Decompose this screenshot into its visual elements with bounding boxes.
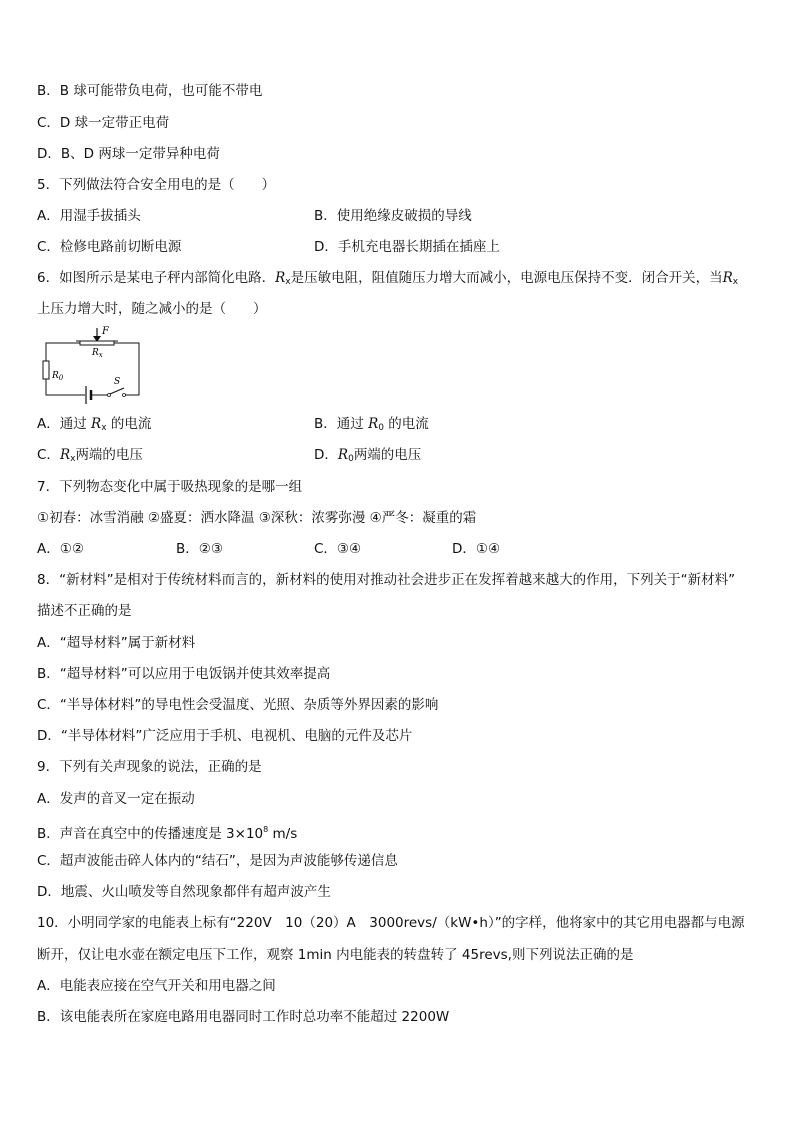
q4-option-c: C．D 球一定带正电荷 [37,115,170,131]
q8-question-line1: 8．“新材料”是相对于传统材料而言的，新材料的使用对推动社会进步正在发挥着越来越大的作用，下列关于“新材料” [37,572,736,588]
rx-subscript: x [285,277,291,287]
q6-question-line2: 上压力增大时，随之减小的是（ ） [37,301,267,317]
switch-lever [110,388,124,394]
q4-option-d: D．B、D 两球一定带异种电荷 [37,146,220,162]
wire-top [46,343,80,370]
r0-resistor [43,361,49,379]
switch-contact [123,394,126,397]
q6-question-line1 [37,268,738,292]
wire-top-right [114,343,139,395]
q8-option-a: A．“超导材料”属于新材料 [37,635,196,651]
q9-option-d: D．地震、火山喷发等自然现象都伴有超声波产生 [37,884,331,900]
q8-option-d: D．“半导体材料”广泛应用于手机、电视机、电脑的元件及芯片 [37,728,413,744]
rx-resistor [80,341,114,345]
switch-label: S [114,377,121,387]
q9-option-c: C．超声波能击碎人体内的“结石”，是因为声波能够传递信息 [37,853,398,869]
r0-label: $R_0$ [52,371,64,382]
q7-option-c: C．③④ [314,541,362,557]
rx-symbol: R [275,270,286,286]
circuit-diagram [38,325,148,405]
q5-option-d: D．手机充电器长期插在插座上 [314,239,500,255]
q7-option-b: B．②③ [176,541,223,557]
q8-option-c: C．“半导体材料”的导电性会受温度、光照、杂质等外界因素的影响 [37,697,439,713]
q7-option-d: D．①④ [452,541,501,557]
q6-option-a: A．通过 $R_x$ 的电流 [37,416,152,433]
rx-subscript: x [732,277,739,287]
rx-label: $R_x$ [92,348,103,359]
q6-option-b: B．通过 $R_0$ 的电流 [314,416,429,433]
q8-option-b: B．“超导材料”可以应用于电饭锅并使其效率提高 [37,666,331,682]
q8-question-line2: 描述不正确的是 [37,603,132,619]
q4-option-b: B．B 球可能带负电荷，也可能不带电 [37,83,263,99]
q5-option-c: C．检修电路前切断电源 [37,239,182,255]
q9-question: 9．下列有关声现象的说法，正确的是 [37,759,262,775]
q7-option-a: A．①② [37,541,84,557]
q7-statements: ①初春：冰雪消融 ②盛夏：洒水降温 ③深秋：浓雾弥漫 ④严冬：凝重的霜 [37,510,477,526]
q9-option-a: A．发声的音叉一定在振动 [37,791,195,807]
q10-option-b: B．该电能表所在家庭电路用电器同时工作时总功率不能超过 2200W [37,1009,450,1025]
q6-option-c: C．$R_x$两端的电压 [37,447,143,464]
q6-option-d: D．$R_0$两端的电压 [314,447,422,464]
wire-left-bottom [46,379,85,395]
q5-option-a: A．用湿手拔插头 [37,208,141,224]
q7-question: 7．下列物态变化中属于吸热现象的是哪一组 [37,479,303,495]
force-label: F [102,326,109,337]
q6-text-pre: 6．如图所示是某电子秤内部简化电路． [37,270,276,286]
rx-symbol: R [722,270,733,286]
q9-option-b: B．声音在真空中的传播速度是 $3\times 10^8$ m/s [37,825,298,842]
q5-option-b: B．使用绝缘皮破损的导线 [314,208,472,224]
q5-question: 5．下列做法符合安全用电的是（ ） [37,177,276,193]
q10-question-line2: 断开，仅让电水壶在额定电压下工作，观察 1min 内电能表的转盘转了 45revs,则下列说法正确的是 [37,947,634,963]
q6-text-mid: 是压敏电阻，阻值随压力增大而减小，电源电压保持不变．闭合开关，当 [290,270,723,286]
q10-question-line1: 10．小明同学家的电能表上标有“220V 10（20）A 3000revs/（kW•h）”的字样，他将家中的其它用电器都与电源 [37,915,745,931]
q10-option-a: A．电能表应接在空气开关和用电器之间 [37,978,276,994]
